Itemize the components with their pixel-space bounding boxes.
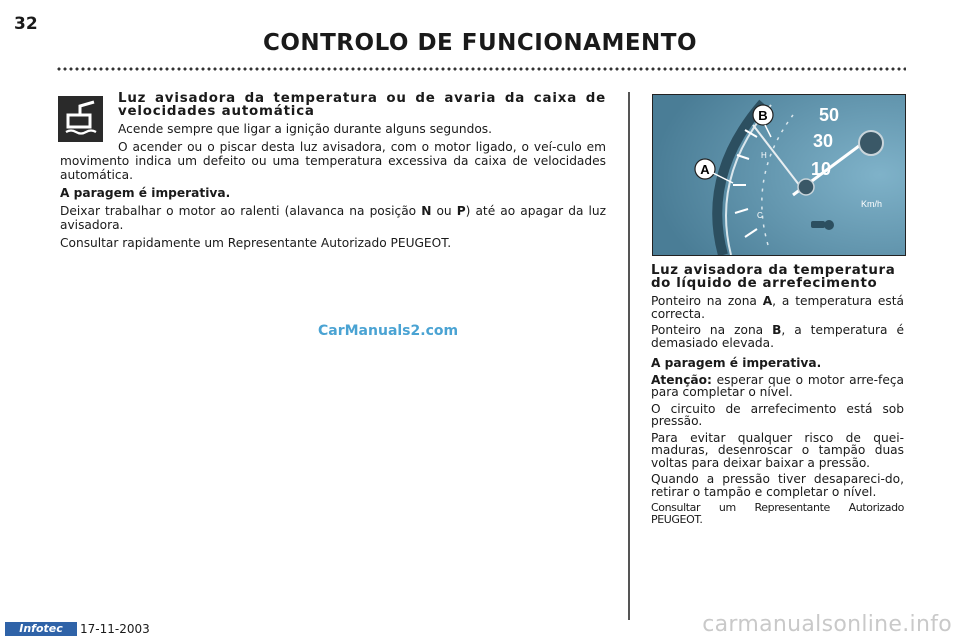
transmission-warning-heading: Luz avisadora da temperatura ou de avaria da caixa de velocidades automática	[118, 91, 606, 119]
coolant-pressure-text: O circuito de arrefecimento está sob pressão.	[651, 401, 904, 428]
transmission-warning-section	[60, 92, 606, 254]
transmission-warning-text-4: Consultar rapidamente um Representante Autorizado PEUGEOT.	[60, 236, 452, 250]
transmission-warning-text-1: Acende sempre que ligar a ignição durante alguns segundos.	[118, 122, 493, 136]
coolant-refill-text: Quando a pressão tiver desapareci-do, retirar o tampão e completar o nível.	[651, 472, 904, 499]
transmission-warning-text-3: Deixar trabalhar o motor ao ralenti (alavanca na posição N ou P) até ao apagar da luz avisadora.	[60, 204, 606, 232]
svg-text:A: A	[700, 162, 710, 177]
page-number: 32	[14, 14, 38, 34]
transmission-warning-text-2: O acender ou o piscar desta luz avisadora, com o motor ligado, o veí-culo em movimento indica um defeito ou uma temperatura excessiva da caixa de velocidades automática.	[60, 140, 606, 182]
speed-50: 50	[819, 105, 840, 125]
transmission-stop-notice: A paragem é imperativa.	[60, 186, 231, 200]
coolant-zone-a-text: Ponteiro na zona A, a temperatura está correcta.	[651, 294, 904, 321]
svg-text:B: B	[758, 108, 768, 123]
speed-10: 10	[811, 159, 832, 179]
coolant-dealer-text: Consultar um Representante Autorizado PEUGEOT.	[651, 501, 904, 526]
zone-b-label	[753, 105, 773, 125]
coolant-burn-text: Para evitar qualquer risco de quei-maduras, desenroscar o tampão duas voltas para deixar baixar a pressão.	[651, 430, 904, 470]
watermark-link[interactable]: CarManuals2.com	[318, 323, 459, 339]
dotted-separator	[56, 66, 906, 72]
page-title: CONTROLO DE FUNCIONAMENTO	[262, 30, 698, 56]
speed-30: 30	[813, 131, 834, 151]
gauge-h-mark: H	[761, 151, 767, 160]
coolant-stop-notice: A paragem é imperativa.	[651, 356, 822, 370]
coolant-attention-text: Atenção: esperar que o motor arre-feça para completar o nível.	[651, 372, 904, 399]
footer-date: 17-11-2003	[80, 622, 150, 636]
speed-unit: Km/h	[861, 199, 883, 209]
column-divider	[628, 92, 630, 620]
coolant-warning-section	[651, 264, 904, 530]
gauge-c-mark: C	[757, 211, 763, 220]
footer-site-watermark: carmanualsonline.info	[702, 612, 952, 637]
zone-a-label	[695, 159, 715, 179]
infotec-logo: Infotec	[5, 622, 77, 636]
coolant-zone-b-text: Ponteiro na zona B, a temperatura é demasiado elevada.	[651, 323, 904, 350]
instrument-cluster-image	[652, 94, 906, 256]
coolant-warning-heading: Luz avisadora da temperatura do líquido de arrefecimento	[651, 263, 896, 291]
